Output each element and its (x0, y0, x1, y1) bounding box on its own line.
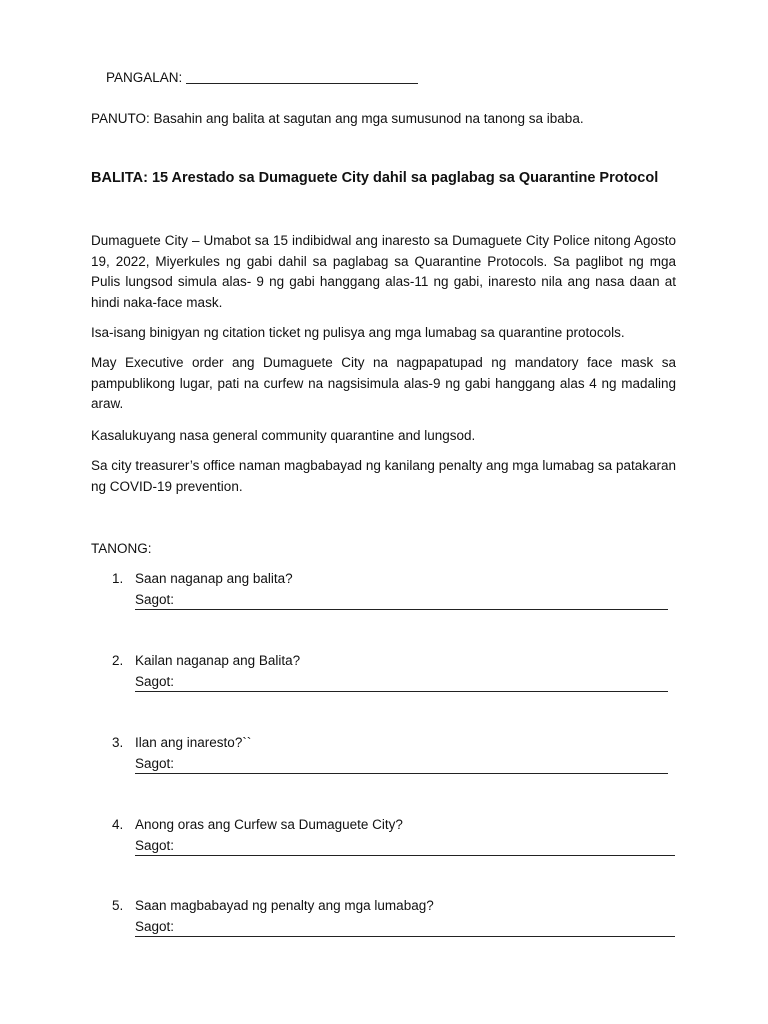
name-blank[interactable] (186, 83, 418, 84)
answer-label: Sagot: (135, 838, 175, 853)
article-title: BALITA: 15 Arestado sa Dumaguete City dahil sa paglabag sa Quarantine Protocol (91, 170, 659, 186)
article-paragraph-1: Dumaguete City – Umabot sa 15 indibidwal ang inaresto sa Dumaguete City Police nitong Agosto 19, 2022, Miyerkules ng gabi dahil sa paglabag sa Quarantine Protocols. Sa paglibot ng mga Pulis lungsod simula alas- 9 ng gabi hanggang alas-11 ng gabi, inaresto nila ang nasa daan at hindi naka-face mask. (91, 233, 676, 310)
answer-label: Sagot: (135, 919, 175, 934)
answer-blank[interactable] (135, 936, 675, 937)
name-line (91, 47, 418, 109)
answer-blank[interactable] (135, 609, 668, 610)
name-label: PANGALAN: (106, 69, 183, 85)
article-paragraph-2: Isa-isang binigyan ng citation ticket ng pulisya ang mga lumabag sa quarantine protocols. (91, 325, 625, 340)
question-text: Saan naganap ang balita? (135, 571, 293, 586)
questions-heading: TANONG: (91, 541, 152, 556)
article-paragraph-4: Kasalukuyang nasa general community quarantine and lungsod. (91, 428, 476, 443)
answer-label: Sagot: (135, 756, 175, 771)
question-number: 2. (112, 653, 124, 668)
question-text: Ilan ang inaresto?`` (135, 735, 252, 750)
article-paragraph-5: Sa city treasurer’s office naman magbabayad ng kanilang penalty ang mga lumabag sa patakaran ng COVID-19 prevention. (91, 458, 676, 494)
question-number: 1. (112, 571, 124, 586)
question-number: 4. (112, 817, 124, 832)
question-text: Anong oras ang Curfew sa Dumaguete City? (135, 817, 403, 832)
question-text: Kailan naganap ang Balita? (135, 653, 301, 668)
answer-label: Sagot: (135, 592, 175, 607)
instructions: PANUTO: Basahin ang balita at sagutan ang mga sumusunod na tanong sa ibaba. (91, 111, 584, 126)
article-paragraph-3: May Executive order ang Dumaguete City na nagpapatupad ng mandatory face mask sa pampublikong lugar, pati na curfew na nagsisimula alas-9 ng gabi hanggang alas 4 ng madaling araw. (91, 355, 676, 411)
answer-blank[interactable] (135, 855, 675, 856)
answer-blank[interactable] (135, 773, 668, 774)
answer-label: Sagot: (135, 674, 175, 689)
question-text: Saan magbabayad ng penalty ang mga lumabag? (135, 898, 434, 913)
question-number: 3. (112, 735, 124, 750)
answer-blank[interactable] (135, 691, 668, 692)
question-number: 5. (112, 898, 124, 913)
